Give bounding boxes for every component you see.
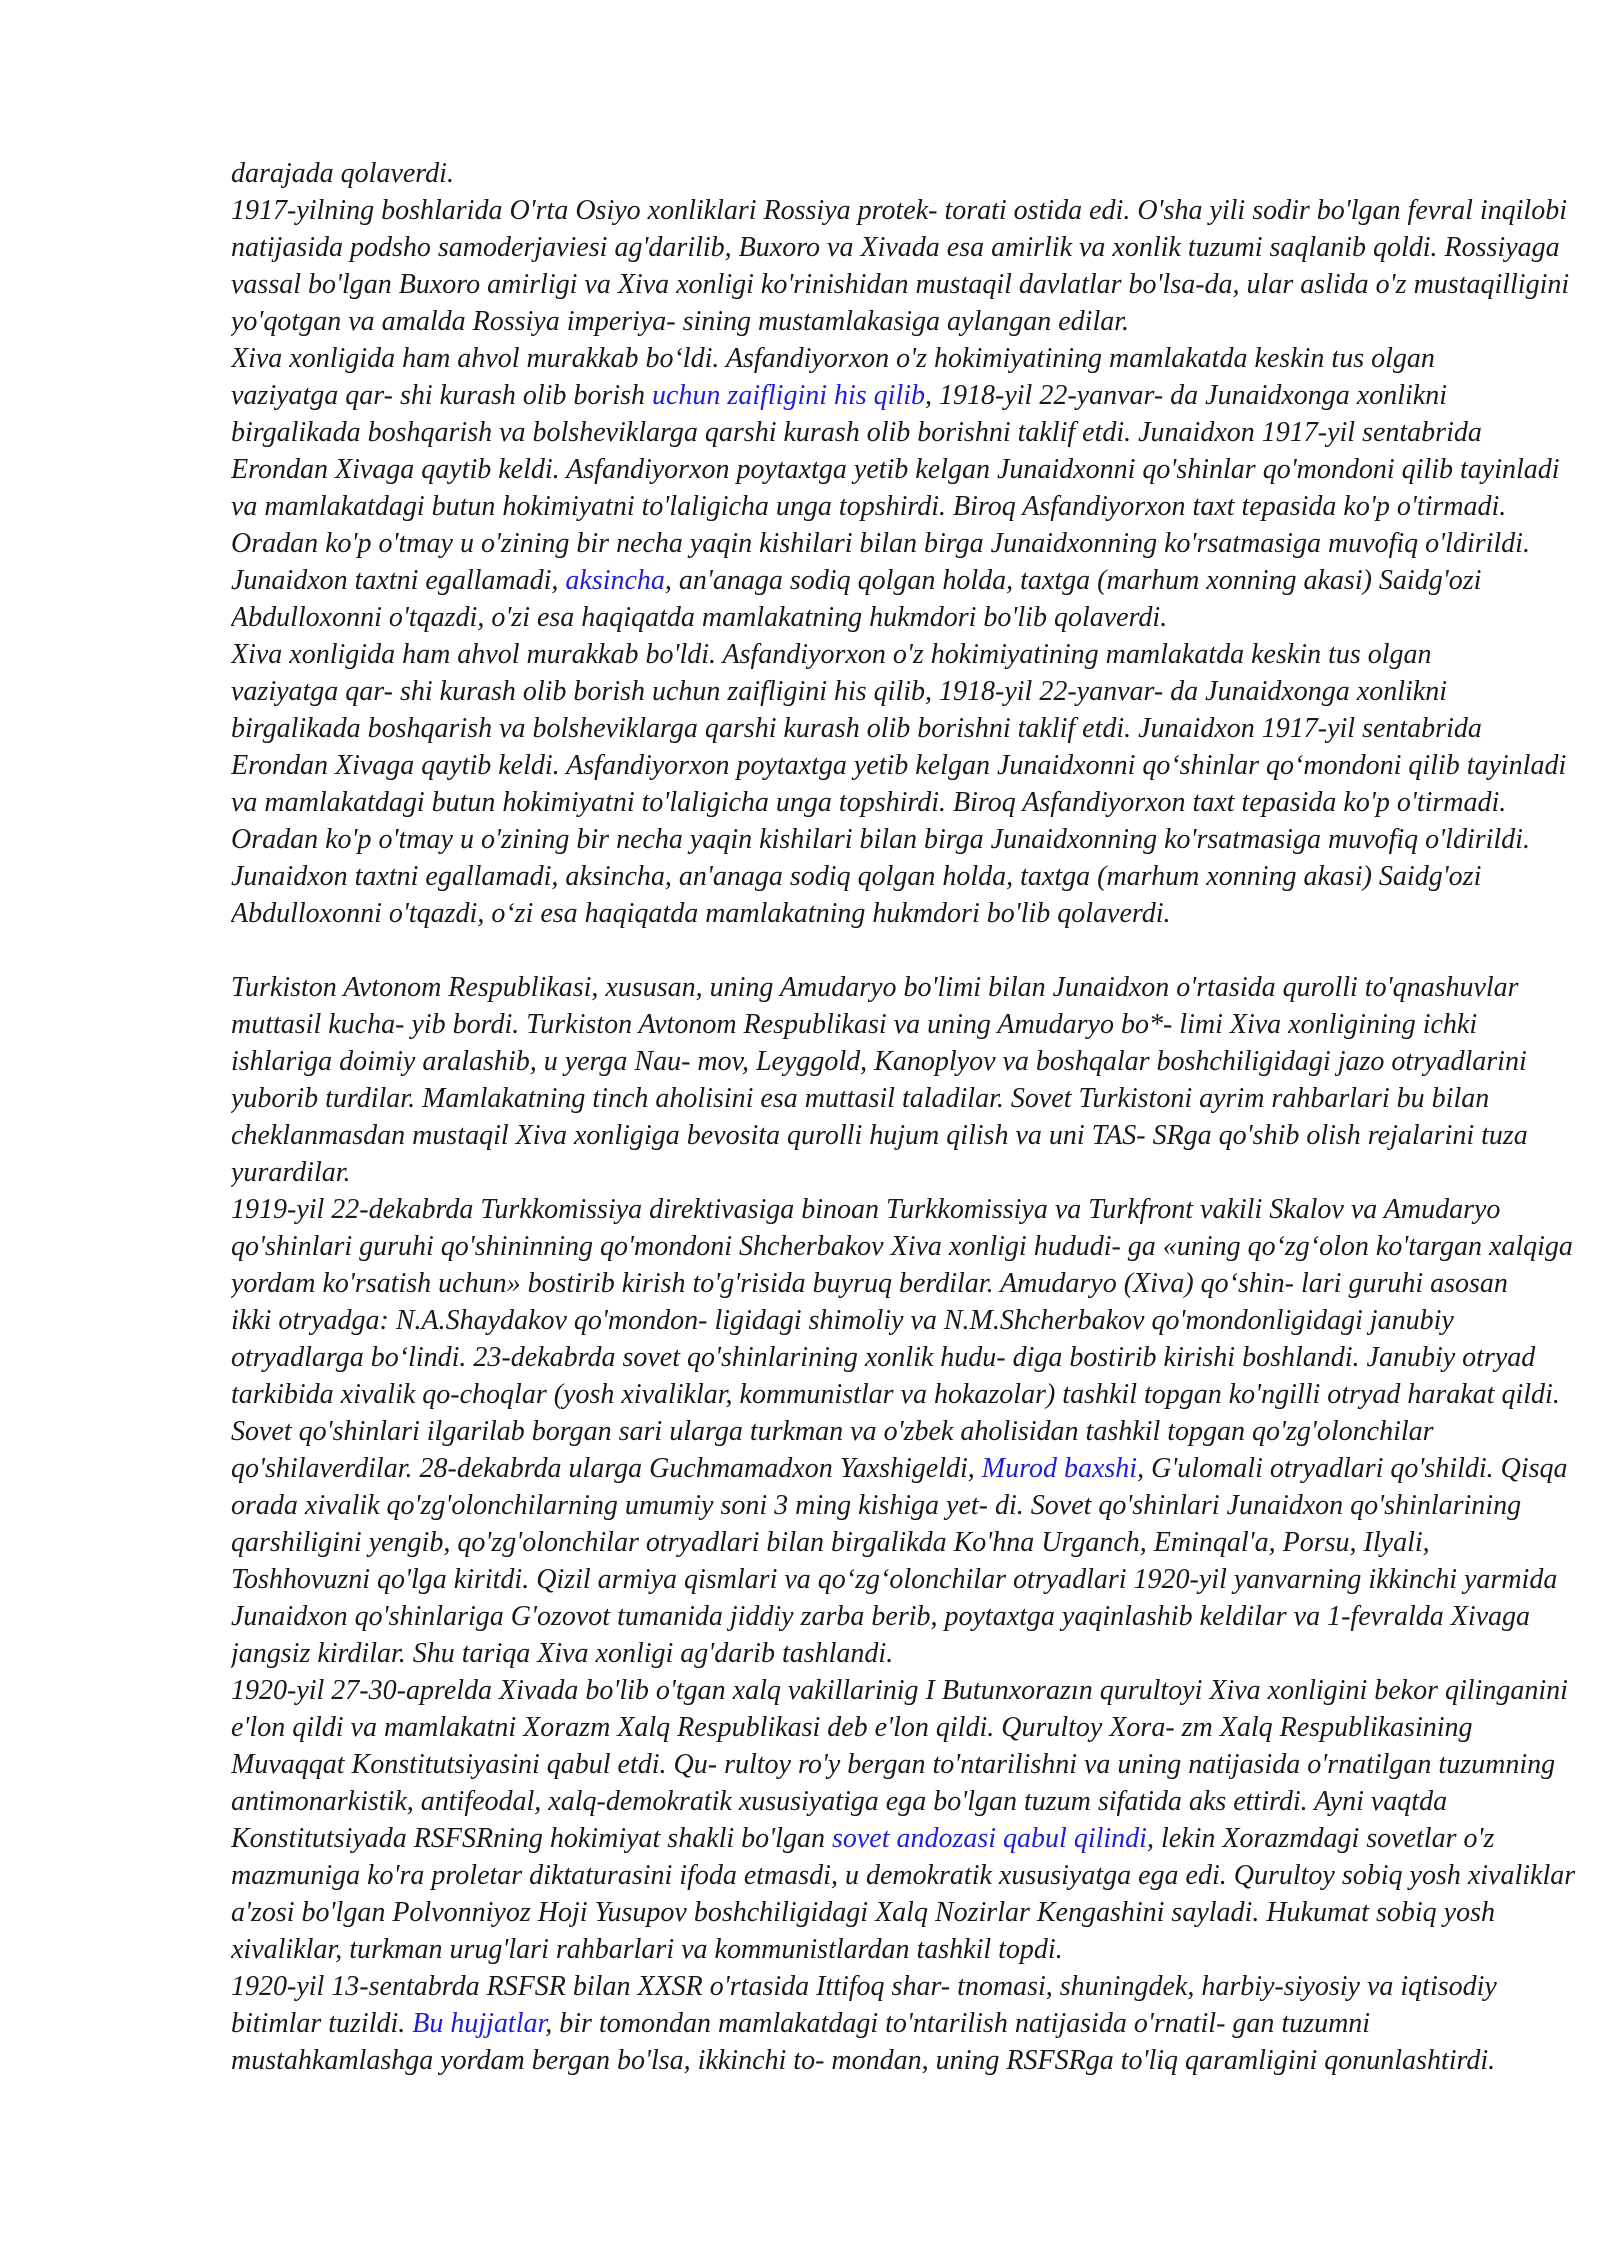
text-line [231,303,1600,340]
text-line [231,673,1600,710]
text-run: Xiva xonligida ham ahvol murakkab bo‘ldi. Asfandiyorxon o'z hokimiyatining mamlakatda keskin tus olgan [231,343,1435,374]
text-line [231,1968,1600,2005]
text-line [231,1820,1600,1857]
text-run: va mamlakatdagi butun hokimiyatni to'laligicha unga topshirdi. Biroq Asfandiyorxon taxt tepasida ko'p o'tirmadi. [231,491,1507,522]
text-run: Konstitutsiyada RSFSRning hokimiyat shakli bo'lgan [231,1823,832,1854]
text-run: 1920-yil 27-30-aprelda Xivada bo'lib o'tgan xalq vakillarinig I Butunxorazın qurultoyi Xiva xonligini bekor qilinganini [231,1675,1568,1706]
text-run: antimonarkistik, antifeodal, xalq-demokratik xususiyatiga ega bo'lgan tuzum sifatida aks ettirdi. Ayni vaqtda [231,1786,1448,1817]
text-line [231,1598,1600,1635]
text-line [231,451,1600,488]
text-line [231,1635,1600,1672]
text-line [231,1894,1600,1931]
text-run: cheklanmasdan mustaqil Xiva xonligiga bevosita qurolli hujum qilish va uni TAS- SRga qo'shib olish rejalarini tuza [231,1120,1528,1151]
text-run: Muvaqqat Konstitutsiyasini qabul etdi. Qu- rultoy ro'y bergan to'ntarilishni va uning natijasida o'rnatilgan tuzumning [231,1749,1556,1780]
text-run: vaziyatga qar- shi kurash olib borish uchun zaifligini his qilib, 1918-yil 22-yanvar- da Junaidxonga xonlikni [231,676,1447,707]
text-run: qo'shilaverdilar. 28-dekabrda ularga Guchmamadxon Yaxshigeldi, [231,1453,982,1484]
text-run: Turkiston Avtonom Respublikasi, xususan, uning Amudaryo bo'limi bilan Junaidxon o'rtasida qurolli to'qnashuvlar [231,972,1519,1003]
text-run: Erondan Xivaga qaytib keldi. Asfandiyorxon poytaxtga yetib kelgan Junaidxonni qo'shinlar qo'mondoni qilib tayinladi [231,454,1560,485]
text-line [231,414,1600,451]
inline-link[interactable]: aksincha [565,565,665,596]
text-line [231,1339,1600,1376]
text-line [231,1154,1600,1191]
text-run: qo'shinlari guruhi qo'shininning qo'mondoni Shcherbakov Xiva xonligi hududi- ga «uning qo‘zg‘olon ko'targan xalqiga [231,1231,1573,1262]
text-run: Abdulloxonni o'tqazdi, o'zi esa haqiqatda mamlakatning hukmdori bo'lib qolaverdi. [231,602,1168,633]
text-run: Junaidxon taxtni egallamadi, [231,565,566,596]
blank-line [231,932,1600,969]
text-run: va mamlakatdagi butun hokimiyatni to'laligicha unga topshirdi. Biroq Asfandiyorxon taxt tepasida ko'p o'tirmadi. [231,787,1507,818]
text-line [231,710,1600,747]
text-line [231,1450,1600,1487]
text-run: 1920-yil 13-sentabrda RSFSR bilan XXSR o'rtasida Ittifoq shar- tnomasi, shuningdek, harbiy-siyosiy va iqtisodiy [231,1971,1497,2002]
inline-link[interactable]: uchun zaifligini his qilib [652,380,926,411]
text-line [231,1006,1600,1043]
text-line [231,2005,1600,2042]
text-run: , an'anaga sodiq qolgan holda, taxtga (marhum xonning akasi) Saidg'ozi [664,565,1482,596]
text-run: vaziyatga qar- shi kurash olib borish [231,380,652,411]
text-line [231,2042,1600,2079]
text-line [231,1746,1600,1783]
text-run: Oradan ko'p o'tmay u o'zining bir necha yaqin kishilari bilan birga Junaidxonning ko'rsatmasiga muvofiq o'ldirildi. [231,824,1530,855]
text-run: a'zosi bo'lgan Polvonniyoz Hoji Yusupov boshchiligidagi Xalq Nozirlar Kengashini sayladi. Hukumat sobiq yosh [231,1897,1495,1928]
text-run: yo'qotgan va amalda Rossiya imperiya- sining mustamlakasiga aylangan edilar. [231,306,1130,337]
text-run: ishlariga doimiy aralashib, u yerga Nau- mov, Leyggold, Kanoplyov va boshqalar boshchiligidagi jazo otryadlarini [231,1046,1527,1077]
text-run: muttasil kucha- yib bordi. Turkiston Avtonom Respublikasi va uning Amudaryo bo*- limi Xiva xonligining ichki [231,1009,1478,1040]
text-run: Abdulloxonni o'tqazdi, o‘zi esa haqiqatda mamlakatning hukmdori bo'lib qolaverdi. [231,898,1171,929]
text-run: Erondan Xivaga qaytib keldi. Asfandiyorxon poytaxtga yetib kelgan Junaidxonni qo‘shinlar qo‘mondoni qilib tayinladi [231,750,1567,781]
text-run: mustahkamlashga yordam bergan bo'lsa, ikkinchi to- mondan, uning RSFSRga to'liq qaramligini qonunlashtirdi. [231,2045,1496,2076]
inline-link[interactable]: sovet andozasi qabul qilindi [831,1823,1147,1854]
text-line [231,1487,1600,1524]
text-line [231,1857,1600,1894]
article-body [231,155,1600,2079]
text-run: Xiva xonligida ham ahvol murakkab bo'ldi. Asfandiyorxon o'z hokimiyatining mamlakatda keskin tus olgan [231,639,1432,670]
text-line [231,1561,1600,1598]
text-run: mazmuniga ko'ra proletar diktaturasini ifoda etmasdi, u demokratik xususiyatga ega edi. Qurultoy sobiq yosh xivaliklar [231,1860,1576,1891]
text-line [231,747,1600,784]
text-run: tarkibida xivalik qo-choqlar (yosh xivaliklar, kommunistlar va hokazolar) tashkil topgan ko'ngilli otryad harakat qildi. [231,1379,1560,1410]
text-line [231,1783,1600,1820]
text-line [231,821,1600,858]
inline-link[interactable]: Bu hujjatlar [412,2008,546,2039]
text-line [231,1302,1600,1339]
text-run: e'lon qildi va mamlakatni Xorazm Xalq Respublikasi deb e'lon qildi. Qurultoy Xora- zm Xalq Respublikasining [231,1712,1473,1743]
text-line [231,636,1600,673]
text-line [231,1265,1600,1302]
text-run: Toshhovuzni qo'lga kiritdi. Qizil armiya qismlari va qo‘zg‘olonchilar otryadlari 1920-yil yanvarning ikkinchi yarmida [231,1564,1558,1595]
text-run: Sovet qo'shinlari ilgarilab borgan sari ularga turkman va o'zbek aholisidan tashkil topgan qo'zg'olonchilar [231,1416,1434,1447]
text-run: jangsiz kirdilar. Shu tariqa Xiva xonligi ag'darib tashlandi. [231,1638,894,1669]
text-run: yuborib turdilar. Mamlakatning tinch aholisini esa muttasil taladilar. Sovet Turkistoni ayrim rahbarlari bu bilan [231,1083,1490,1114]
text-run: , lekin Xorazmdagi sovetlar o'z [1146,1823,1495,1854]
text-run: , bir tomondan mamlakatdagi to'ntarilish natijasida o'rnatil- gan tuzumni [545,2008,1371,2039]
text-run: , 1918-yil 22-yanvar- da Junaidxonga xonlikni [925,380,1447,411]
text-line [231,340,1600,377]
text-run: , G'ulomali otryadlari qo'shildi. Qisqa [1137,1453,1568,1484]
text-run: yordam ko'rsatish uchun» bostirib kirish to'g'risida buyruq berdilar. Amudaryo (Xiva) qo‘shin- lari guruhi asosan [231,1268,1508,1299]
text-run: Oradan ko'p o'tmay u o'zining bir necha yaqin kishilari bilan birga Junaidxonning ko'rsatmasiga muvofiq o'ldirildi. [231,528,1530,559]
text-line [231,895,1600,932]
text-run: vassal bo'lgan Buxoro amirligi va Xiva xonligi ko'rinishidan mustaqil davlatlar bo'lsa-da, ular aslida o'z mustaqilligini [231,269,1570,300]
text-run: ikki otryadga: N.A.Shaydakov qo'mondon- ligidagi shimoliy va N.M.Shcherbakov qo'mondonligidagi janubiy [231,1305,1454,1336]
text-line [231,784,1600,821]
text-run: darajada qolaverdi. [231,158,454,189]
text-run: qarshiligini yengib, qo'zg'olonchilar otryadlari bilan birgalikda Ko'hna Urganch, Eminqal'a, Porsu, Ilyali, [231,1527,1430,1558]
text-run: orada xivalik qo'zg'olonchilarning umumiy soni 3 ming kishiga yet- di. Sovet qo'shinlari Junaidxon qo'shinlarining [231,1490,1522,1521]
text-line [231,1043,1600,1080]
text-run: 1919-yil 22-dekabrda Turkkomissiya direktivasiga binoan Turkkomissiya va Turkfront vakili Skalov va Amudaryo [231,1194,1501,1225]
text-run: birgalikada boshqarish va bolsheviklarga qarshi kurash olib borishni taklif etdi. Junaidxon 1917-yil sentabrida [231,417,1482,448]
text-run: Junaidxon taxtni egallamadi, aksincha, an'anaga sodiq qolgan holda, taxtga (marhum xonning akasi) Saidg'ozi [231,861,1482,892]
text-run: birgalikada boshqarish va bolsheviklarga qarshi kurash olib borishni taklif etdi. Junaidxon 1917-yil sentabrida [231,713,1482,744]
text-line [231,599,1600,636]
text-line [231,525,1600,562]
text-line [231,229,1600,266]
text-line [231,1524,1600,1561]
text-line [231,858,1600,895]
text-line [231,192,1600,229]
text-line [231,1376,1600,1413]
text-line [231,1413,1600,1450]
text-line [231,562,1600,599]
text-line [231,266,1600,303]
text-line [231,1117,1600,1154]
text-line [231,1080,1600,1117]
text-line [231,1672,1600,1709]
text-line [231,377,1600,414]
text-line [231,488,1600,525]
text-run: xivaliklar, turkman urug'lari rahbarlari va kommunistlardan tashkil topdi. [231,1934,1063,1965]
text-line [231,969,1600,1006]
text-line [231,1709,1600,1746]
text-line [231,1931,1600,1968]
text-run: Junaidxon qo'shinlariga G'ozovot tumanida jiddiy zarba berib, poytaxtga yaqinlashib keldilar va 1-fevralda Xivaga [231,1601,1531,1632]
text-run: natijasida podsho samoderjaviesi ag'darilib, Buxoro va Xivada esa amirlik va xonlik tuzumi saqlanib qoldi. Rossiyaga [231,232,1560,263]
text-line [231,1191,1600,1228]
inline-link[interactable]: Murod baxshi [981,1453,1138,1484]
text-line [231,1228,1600,1265]
text-run: bitimlar tuzildi. [231,2008,413,2039]
text-run: otryadlarga bo‘lindi. 23-dekabrda sovet qo'shinlarining xonlik hudu- diga bostirib kirishi boshlandi. Janubiy otryad [231,1342,1536,1373]
text-run: 1917-yilning boshlarida O'rta Osiyo xonliklari Rossiya protek- torati ostida edi. O'sha yili sodir bo'lgan fevral inqilobi [231,195,1567,226]
text-line [231,155,1600,192]
text-run: yurardilar. [231,1157,351,1188]
